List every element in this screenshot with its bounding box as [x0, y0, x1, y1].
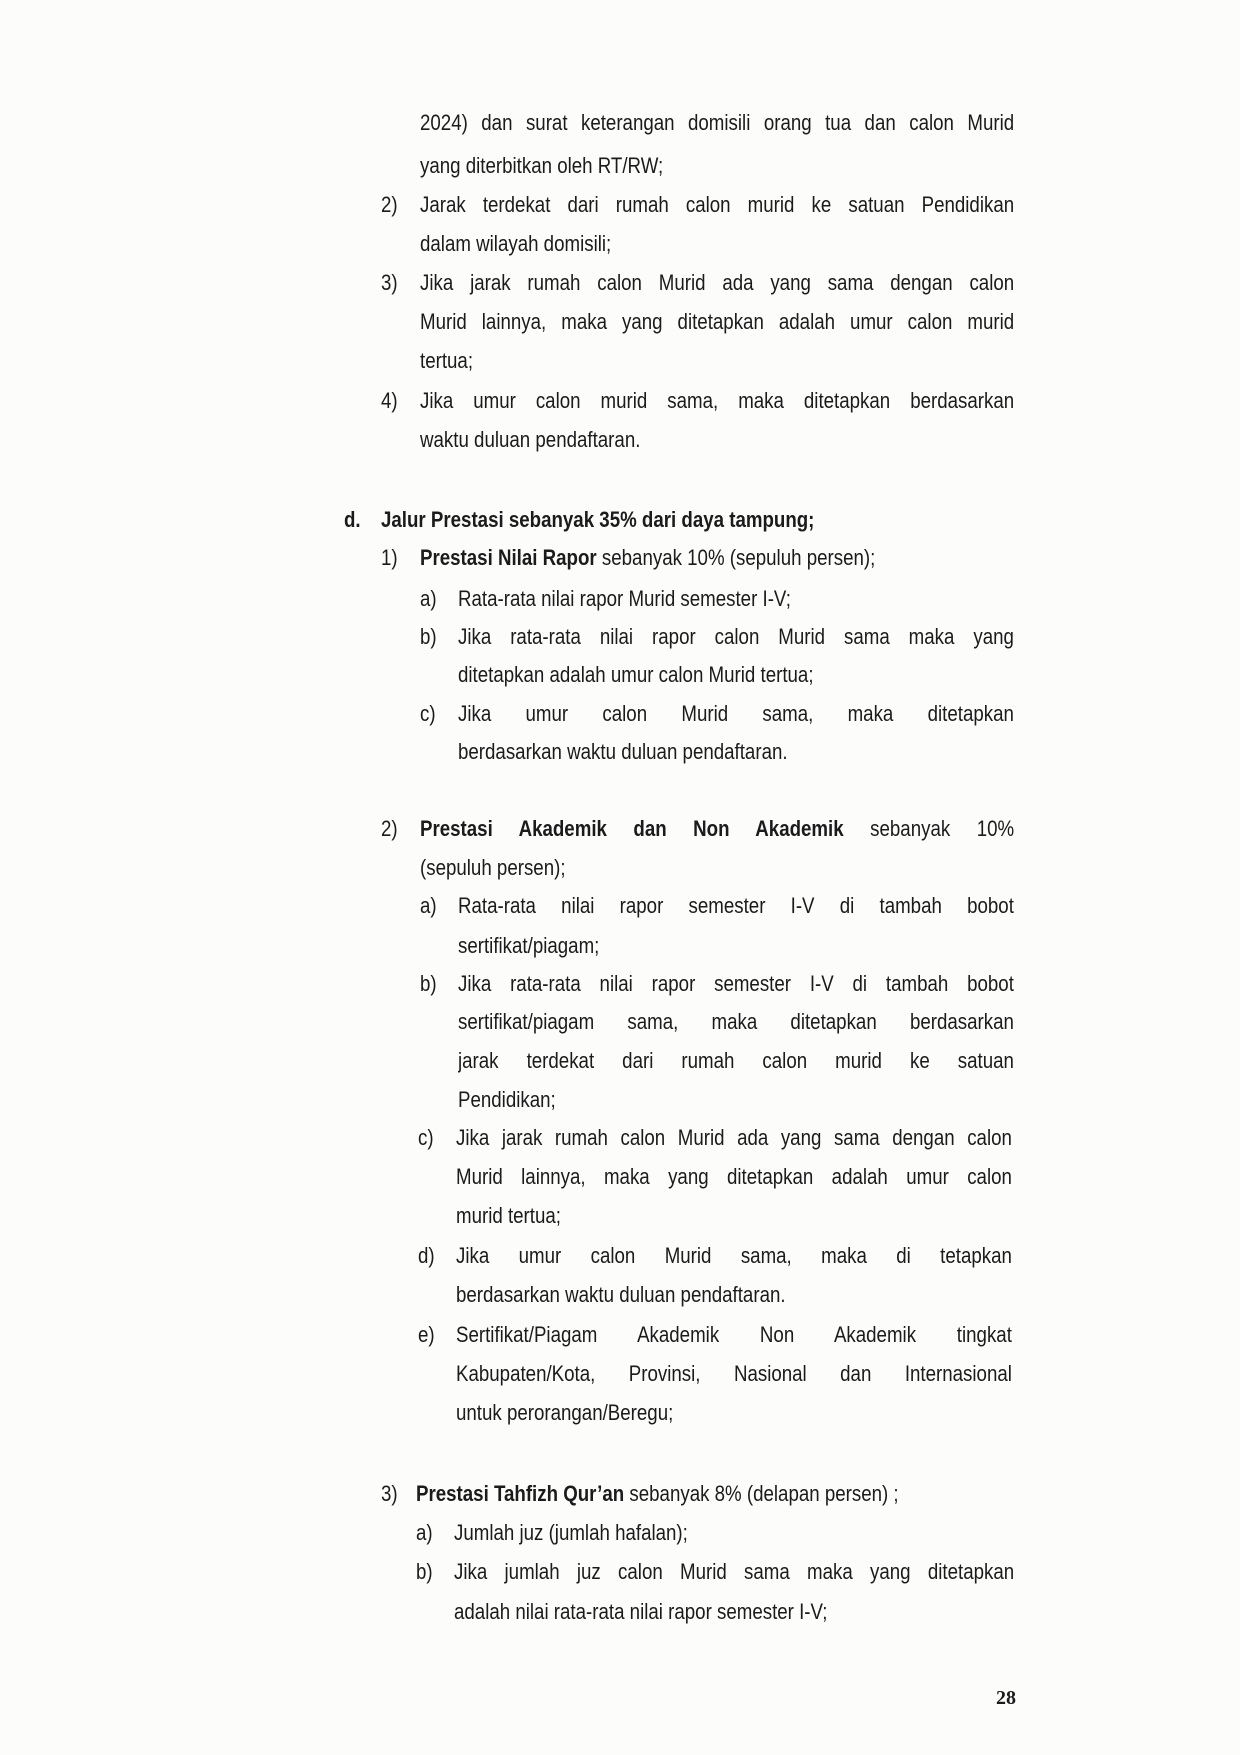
list-letter: a)	[420, 893, 437, 918]
text-line: Murid lainnya, maka yang ditetapkan adalah umur calon murid	[420, 309, 1015, 334]
subsection-title-rest: sebanyak 8% (delapan persen) ;	[629, 1481, 899, 1506]
text-line: Sertifikat/Piagam Akademik Non Akademik tingkat	[456, 1322, 1012, 1347]
subsection-title	[420, 544, 875, 572]
subsection-title-bold: Prestasi Tahfizh Qur’an	[416, 1481, 625, 1506]
subsection-title-rest: sebanyak 10%	[870, 816, 1015, 841]
text-line: waktu duluan pendaftaran.	[420, 427, 641, 452]
text-line: Murid lainnya, maka yang ditetapkan adalah umur calon	[456, 1164, 1012, 1189]
list-number: 3)	[381, 1481, 398, 1506]
text-line: Jika umur calon Murid sama, maka ditetapkan	[458, 701, 1014, 726]
list-number: 3)	[381, 270, 398, 295]
list-number: 4)	[381, 388, 398, 413]
subsection-title-bold: Prestasi Akademik dan Non Akademik	[420, 816, 844, 841]
text-line: Jika rata-rata nilai rapor semester I-V di tambah bobot	[458, 971, 1014, 996]
list-letter: a)	[420, 586, 437, 611]
subsection-title-rest: sebanyak 10% (sepuluh persen);	[601, 545, 876, 570]
text-line: Jika jarak rumah calon Murid ada yang sama dengan calon	[456, 1125, 1012, 1150]
page-number: 28	[996, 1687, 1016, 1709]
text-line: Jika umur calon murid sama, maka ditetapkan berdasarkan	[420, 388, 1015, 413]
text-line: Jika jarak rumah calon Murid ada yang sama dengan calon	[420, 270, 1015, 295]
list-letter: b)	[416, 1559, 433, 1584]
text-line: jarak terdekat dari rumah calon murid ke satuan	[458, 1048, 1014, 1073]
text-line: berdasarkan waktu duluan pendaftaran.	[456, 1282, 786, 1307]
section-letter: d.	[344, 507, 361, 532]
text-line: 2024) dan surat keterangan domisili orang tua dan calon Murid	[420, 110, 1015, 135]
text-line: Jika rata-rata nilai rapor calon Murid sama maka yang	[458, 624, 1014, 649]
text-line: dalam wilayah domisili;	[420, 231, 612, 256]
section-heading: Jalur Prestasi sebanyak 35% dari daya tampung;	[381, 507, 815, 532]
text-line: berdasarkan waktu duluan pendaftaran.	[458, 739, 788, 764]
text-line: ditetapkan adalah umur calon Murid tertua;	[458, 662, 814, 687]
text-line: Jika jumlah juz calon Murid sama maka yang ditetapkan	[454, 1559, 1015, 1584]
text-line: Kabupaten/Kota, Provinsi, Nasional dan Internasional	[456, 1361, 1012, 1386]
text-line: tertua;	[420, 348, 474, 373]
text-line: untuk perorangan/Beregu;	[456, 1400, 674, 1425]
list-letter: b)	[420, 624, 437, 649]
list-number: 2)	[381, 192, 398, 217]
list-letter: c)	[420, 701, 436, 726]
text-line: Jika umur calon Murid sama, maka di tetapkan	[456, 1243, 1012, 1268]
list-letter: b)	[420, 971, 437, 996]
list-letter: a)	[416, 1520, 433, 1545]
subsection-title	[416, 1480, 899, 1508]
text-line: Jumlah juz (jumlah hafalan);	[454, 1520, 688, 1545]
list-number: 1)	[381, 545, 398, 570]
text-line: Jarak terdekat dari rumah calon murid ke satuan Pendidikan	[420, 192, 1015, 217]
text-line: adalah nilai rata-rata nilai rapor semester I-V;	[454, 1599, 828, 1624]
subsection-title	[420, 815, 1014, 843]
list-letter: c)	[418, 1125, 434, 1150]
text-line: sertifikat/piagam sama, maka ditetapkan berdasarkan	[458, 1009, 1014, 1034]
list-letter: e)	[418, 1322, 435, 1347]
text-line: Rata-rata nilai rapor Murid semester I-V;	[458, 586, 791, 611]
subsection-title-bold: Prestasi Nilai Rapor	[420, 545, 597, 570]
list-number: 2)	[381, 816, 398, 841]
text-line: Rata-rata nilai rapor semester I-V di tambah bobot	[458, 893, 1014, 918]
list-letter: d)	[418, 1243, 435, 1268]
text-line: sertifikat/piagam;	[458, 933, 600, 958]
text-line: murid tertua;	[456, 1203, 561, 1228]
subsection-title-continued: (sepuluh persen);	[420, 855, 566, 880]
text-line: Pendidikan;	[458, 1087, 556, 1112]
text-line: yang diterbitkan oleh RT/RW;	[420, 153, 664, 178]
